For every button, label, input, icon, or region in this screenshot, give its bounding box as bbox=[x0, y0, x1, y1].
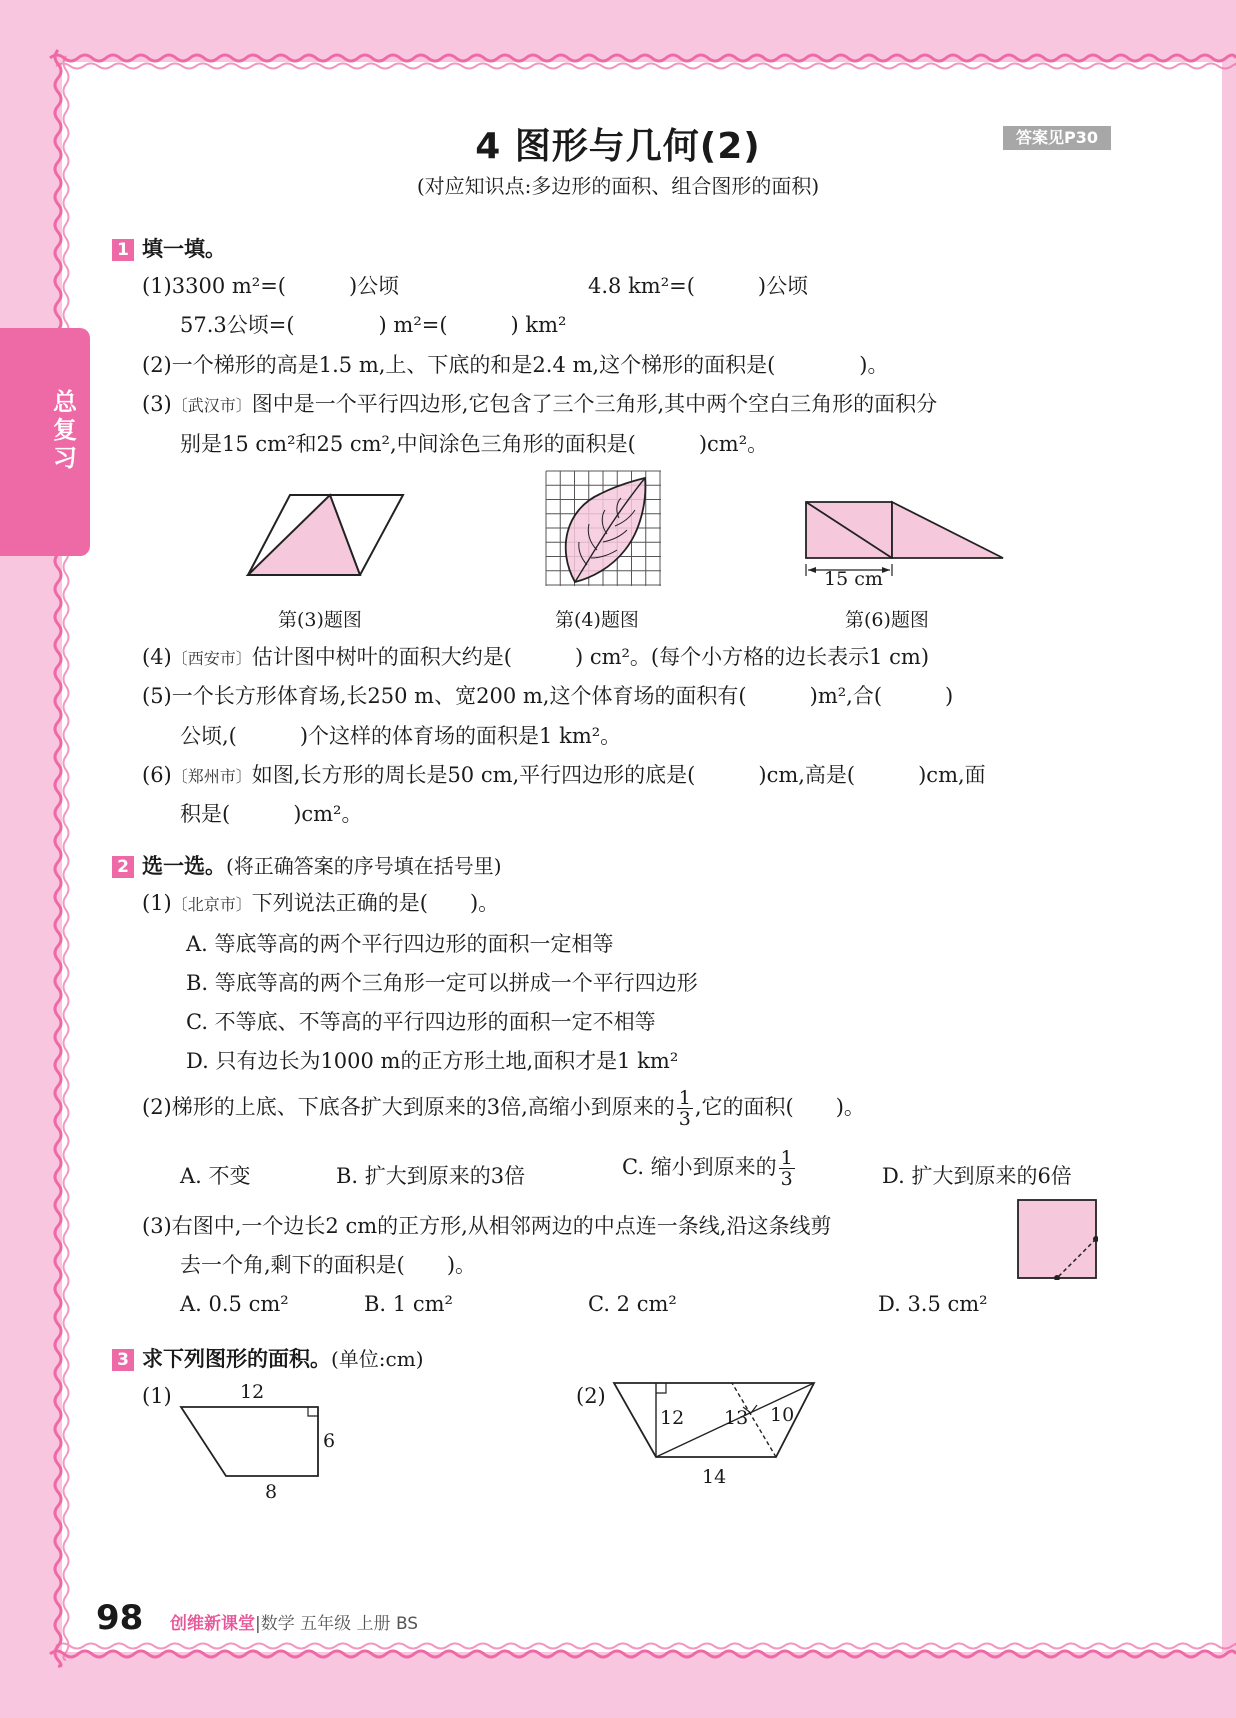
s1-q4-text: 估计图中树叶的面积大约是( ) cm²。(每个小方格的边长表示1 cm) bbox=[251, 645, 930, 669]
s2-q1-option-b: B. 等底等高的两个三角形一定可以拼成一个平行四边形 bbox=[186, 971, 698, 995]
s2-q2-text-b: ,它的面积( )。 bbox=[694, 1095, 865, 1119]
s2-q2-option-c: C. 缩小到原来的 $\frac{1}{3}$ bbox=[622, 1147, 793, 1190]
s2-q3-line2: 去一个角,剩下的面积是( )。 bbox=[180, 1253, 477, 1277]
s2-q1-number: (1) bbox=[142, 891, 172, 915]
s3-fig1-right-label: 6 bbox=[323, 1430, 336, 1452]
s3-fig1-label: (1) bbox=[142, 1384, 172, 1408]
section2-note: (将正确答案的序号填在括号里) bbox=[226, 854, 502, 878]
s3-fig2-perpendicular-label: 10 bbox=[770, 1404, 795, 1426]
section2-heading bbox=[112, 850, 502, 880]
s2-q2 bbox=[142, 1088, 865, 1129]
section3-title: 求下列图形的面积。 bbox=[142, 1347, 331, 1371]
caption-figure-3: 第(3)题图 bbox=[278, 609, 362, 631]
s2-q1-region-tag: 〔北京市〕 bbox=[171, 895, 252, 914]
footer-info bbox=[170, 1609, 418, 1634]
s2-q2-option-b: B. 扩大到原来的3倍 bbox=[336, 1164, 526, 1188]
section1-number: 1 bbox=[112, 239, 134, 261]
section3-heading bbox=[112, 1343, 424, 1373]
s1-q4-region-tag: 〔西安市〕 bbox=[171, 649, 252, 668]
s1-q1-a: (1)3300 m²=( )公顷 bbox=[142, 274, 400, 298]
figure-square-cut bbox=[1016, 1198, 1098, 1280]
s1-q4-number: (4) bbox=[142, 645, 172, 669]
s2-q3-option-d: D. 3.5 cm² bbox=[878, 1292, 988, 1316]
s3-fig2-height-label: 12 bbox=[660, 1407, 685, 1429]
s1-q6-text-a: 如图,长方形的周长是50 cm,平行四边形的底是( )cm,高是( )cm,面 bbox=[251, 763, 986, 787]
s3-fig1-bottom-label: 8 bbox=[265, 1481, 278, 1503]
s1-q5-line2: 公顷,( )个这样的体育场的面积是1 km²。 bbox=[180, 724, 622, 748]
s2-q1-option-a: A. 等底等高的两个平行四边形的面积一定相等 bbox=[186, 932, 614, 956]
fraction-one-third-c: $\frac{1}{3}$ bbox=[780, 1147, 793, 1190]
s2-q3-line1: (3)右图中,一个边长2 cm的正方形,从相邻两边的中点连一条线,沿这条线剪 bbox=[142, 1214, 832, 1238]
section2-title: 选一选。 bbox=[142, 854, 226, 878]
side-tab-review bbox=[0, 328, 90, 556]
s2-q2-text-a: (2)梯形的上底、下底各扩大到原来的3倍,高缩小到原来的 bbox=[142, 1095, 675, 1119]
s1-q3-text-a: 图中是一个平行四边形,它包含了三个三角形,其中两个空白三角形的面积分 bbox=[251, 392, 938, 416]
s2-q2-option-a: A. 不变 bbox=[180, 1164, 251, 1188]
s1-q2: (2)一个梯形的高是1.5 m,上、下底的和是2.4 m,这个梯形的面积是( )。 bbox=[142, 353, 889, 377]
s1-q5-line1: (5)一个长方形体育场,长250 m、宽200 m,这个体育场的面积有( )m²,合( ) bbox=[142, 684, 954, 708]
s1-q3-line1 bbox=[142, 390, 937, 420]
section3-number: 3 bbox=[112, 1349, 134, 1371]
s2-q3-option-c: C. 2 cm² bbox=[588, 1292, 677, 1316]
page-subtitle: (对应知识点:多边形的面积、组合图形的面积) bbox=[416, 174, 820, 198]
figure-4-leaf-grid bbox=[545, 470, 662, 587]
s1-q6-number: (6) bbox=[142, 763, 172, 787]
answer-reference-badge: 答案见P30 bbox=[1003, 126, 1111, 150]
caption-figure-6: 第(6)题图 bbox=[845, 609, 929, 631]
s2-q1-option-d: D. 只有边长为1000 m的正方形土地,面积才是1 km² bbox=[186, 1049, 679, 1073]
s3-fig2-side-label: 13 bbox=[724, 1407, 749, 1429]
page-number: 98 bbox=[96, 1598, 144, 1638]
s1-q6-region-tag: 〔郑州市〕 bbox=[171, 767, 252, 786]
s1-q3-number: (3) bbox=[142, 392, 172, 416]
s1-q3-line2: 别是15 cm²和25 cm²,中间涂色三角形的面积是( )cm²。 bbox=[180, 432, 769, 456]
caption-figure-4: 第(4)题图 bbox=[555, 609, 639, 631]
side-tab-label: 总复习 bbox=[53, 388, 77, 472]
s2-q3-option-b: B. 1 cm² bbox=[364, 1292, 453, 1316]
s1-q1-b: 4.8 km²=( )公顷 bbox=[588, 274, 809, 298]
s1-q4 bbox=[142, 643, 929, 673]
s1-q3-region-tag: 〔武汉市〕 bbox=[171, 396, 252, 415]
section1-title: 填一填。 bbox=[142, 237, 226, 261]
section2-number: 2 bbox=[112, 856, 134, 878]
s2-q3-option-a: A. 0.5 cm² bbox=[180, 1292, 289, 1316]
footer-brand: 创维新课堂 bbox=[170, 1614, 255, 1634]
figure-3-parallelogram bbox=[245, 492, 405, 577]
fraction-one-third: $\frac{1}{3}$ bbox=[678, 1087, 691, 1130]
s3-fig2-label: (2) bbox=[576, 1384, 606, 1408]
s2-q1 bbox=[142, 889, 499, 919]
section3-note: (单位:cm) bbox=[331, 1347, 424, 1371]
section1-heading bbox=[112, 233, 226, 263]
s1-q1-c: 57.3公顷=( ) m²=( ) km² bbox=[180, 313, 567, 337]
page-title: 4 图形与几何(2) bbox=[475, 126, 761, 167]
footer-book-info: |数学 五年级 上册 BS bbox=[255, 1614, 419, 1634]
s1-q6-line1 bbox=[142, 761, 986, 791]
figure-6-dimension-label: 15 cm bbox=[824, 568, 883, 590]
figure-s3-1-trapezoid bbox=[178, 1404, 320, 1480]
s2-q1-option-c: C. 不等底、不等高的平行四边形的面积一定不相等 bbox=[186, 1010, 656, 1034]
s3-fig1-top-label: 12 bbox=[240, 1381, 265, 1403]
s1-q6-line2: 积是( )cm²。 bbox=[180, 802, 363, 826]
s2-q2-option-d: D. 扩大到原来的6倍 bbox=[882, 1164, 1072, 1188]
s2-q1-text: 下列说法正确的是( )。 bbox=[251, 891, 500, 915]
s3-fig2-bottom-label: 14 bbox=[702, 1466, 727, 1488]
